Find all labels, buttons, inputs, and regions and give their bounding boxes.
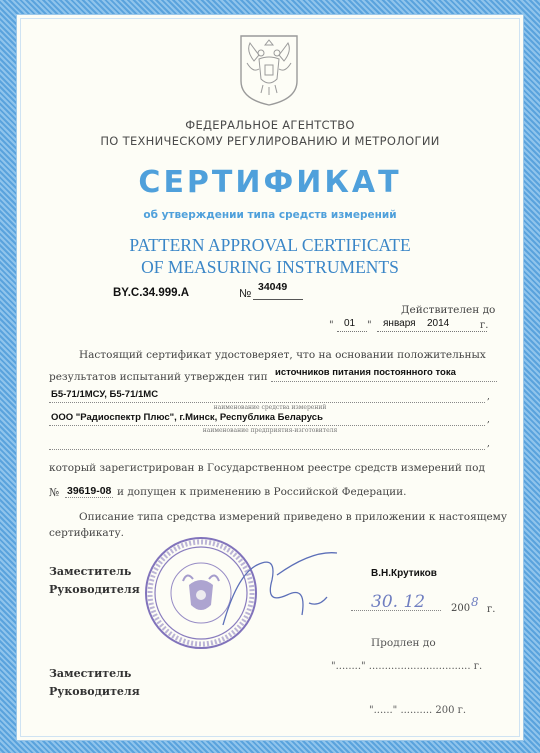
- day-underline: [337, 331, 367, 332]
- extended-until-date-line: "........" ................................ г.: [331, 661, 483, 672]
- manufacturer-comma: ,: [487, 415, 490, 425]
- handwritten-signature: [217, 545, 347, 635]
- certificate-subtitle: об утверждении типа средств измерений: [143, 209, 397, 221]
- manufacturer: ООО "Радиоспектр Плюс", г.Минск, Республика Беларусь: [51, 412, 323, 423]
- signatory-title-line-2: Руководителя: [49, 583, 140, 596]
- signatory-name: В.Н.Крутиков: [371, 568, 437, 579]
- instrument-name-caption: наименование средства измерений: [213, 404, 327, 411]
- year-suffix: г.: [480, 320, 489, 331]
- instrument-type: источников питания постоянного тока: [275, 367, 456, 378]
- body-text-line-2-prefix: результатов испытаний утвержден тип: [49, 371, 268, 383]
- sign-year-prefix: 200: [451, 603, 471, 614]
- certificate-title: СЕРТИФИКАТ: [138, 165, 402, 200]
- valid-until-quote-close: ": [367, 320, 372, 331]
- instrument-type-underline: [271, 381, 497, 382]
- valid-day: 01: [344, 318, 356, 329]
- month-year-underline: [377, 331, 487, 332]
- instrument-models-underline: [49, 402, 485, 403]
- extended-until-label: Продлен до: [371, 637, 436, 649]
- number-underline: [253, 299, 303, 300]
- double-headed-eagle-emblem: [237, 33, 301, 107]
- registry-admission-text: и допущен к применению в Российской Федерации.: [117, 486, 407, 498]
- description-text-line-2: сертификату.: [49, 527, 124, 539]
- valid-year: 2014: [427, 318, 450, 329]
- english-title-line-1: PATTERN APPROVAL CERTIFICATE: [129, 235, 411, 255]
- body-text-line-3: который зарегистрирован в Государственном реестре средств измерений под: [49, 462, 485, 474]
- models-comma: ,: [487, 392, 490, 402]
- instrument-models: Б5-71/1МСУ, Б5-71/1МС: [51, 389, 159, 400]
- second-signatory-title-line-1: Заместитель: [49, 667, 132, 680]
- second-signatory-title-line-2: Руководителя: [49, 685, 140, 698]
- registry-number-underline: [65, 497, 113, 498]
- signatory-title-line-1: Заместитель: [49, 565, 132, 578]
- sign-year-digit: 8: [471, 595, 479, 609]
- blank-line-comma: ,: [487, 439, 490, 449]
- valid-until-quote-open: ": [329, 320, 334, 331]
- valid-until-label: Действителен до: [401, 304, 496, 316]
- manufacturer-underline: [49, 425, 485, 426]
- certificate-code: BY.C.34.999.A: [113, 287, 190, 299]
- description-text-line-1: Описание типа средства измерений приведено в приложении к настоящему: [79, 511, 508, 523]
- registry-number-sign: №: [49, 486, 60, 499]
- valid-month: января: [383, 318, 416, 329]
- agency-name-line-1: ФЕДЕРАЛЬНОЕ АГЕНТСТВО: [185, 118, 355, 132]
- sign-year-suffix: г.: [487, 604, 496, 615]
- english-title-line-2: OF MEASURING INSTRUMENTS: [141, 257, 399, 277]
- sign-date-handwritten: 30. 12: [371, 592, 426, 612]
- number-sign: №: [239, 288, 252, 300]
- certificate-number: 34049: [258, 281, 288, 293]
- certificate-sheet: [16, 14, 524, 741]
- registry-number: 39619-08: [67, 485, 112, 497]
- second-sign-date-line: "......" .......... 200 г.: [369, 705, 467, 716]
- body-text-line-1: Настоящий сертификат удостоверяет, что на основании положительных: [79, 349, 486, 361]
- blank-line-underline: [49, 449, 485, 450]
- manufacturer-caption: наименование предприятия-изготовителя: [202, 427, 338, 434]
- agency-name-line-2: ПО ТЕХНИЧЕСКОМУ РЕГУЛИРОВАНИЮ И МЕТРОЛОГИИ: [100, 134, 440, 148]
